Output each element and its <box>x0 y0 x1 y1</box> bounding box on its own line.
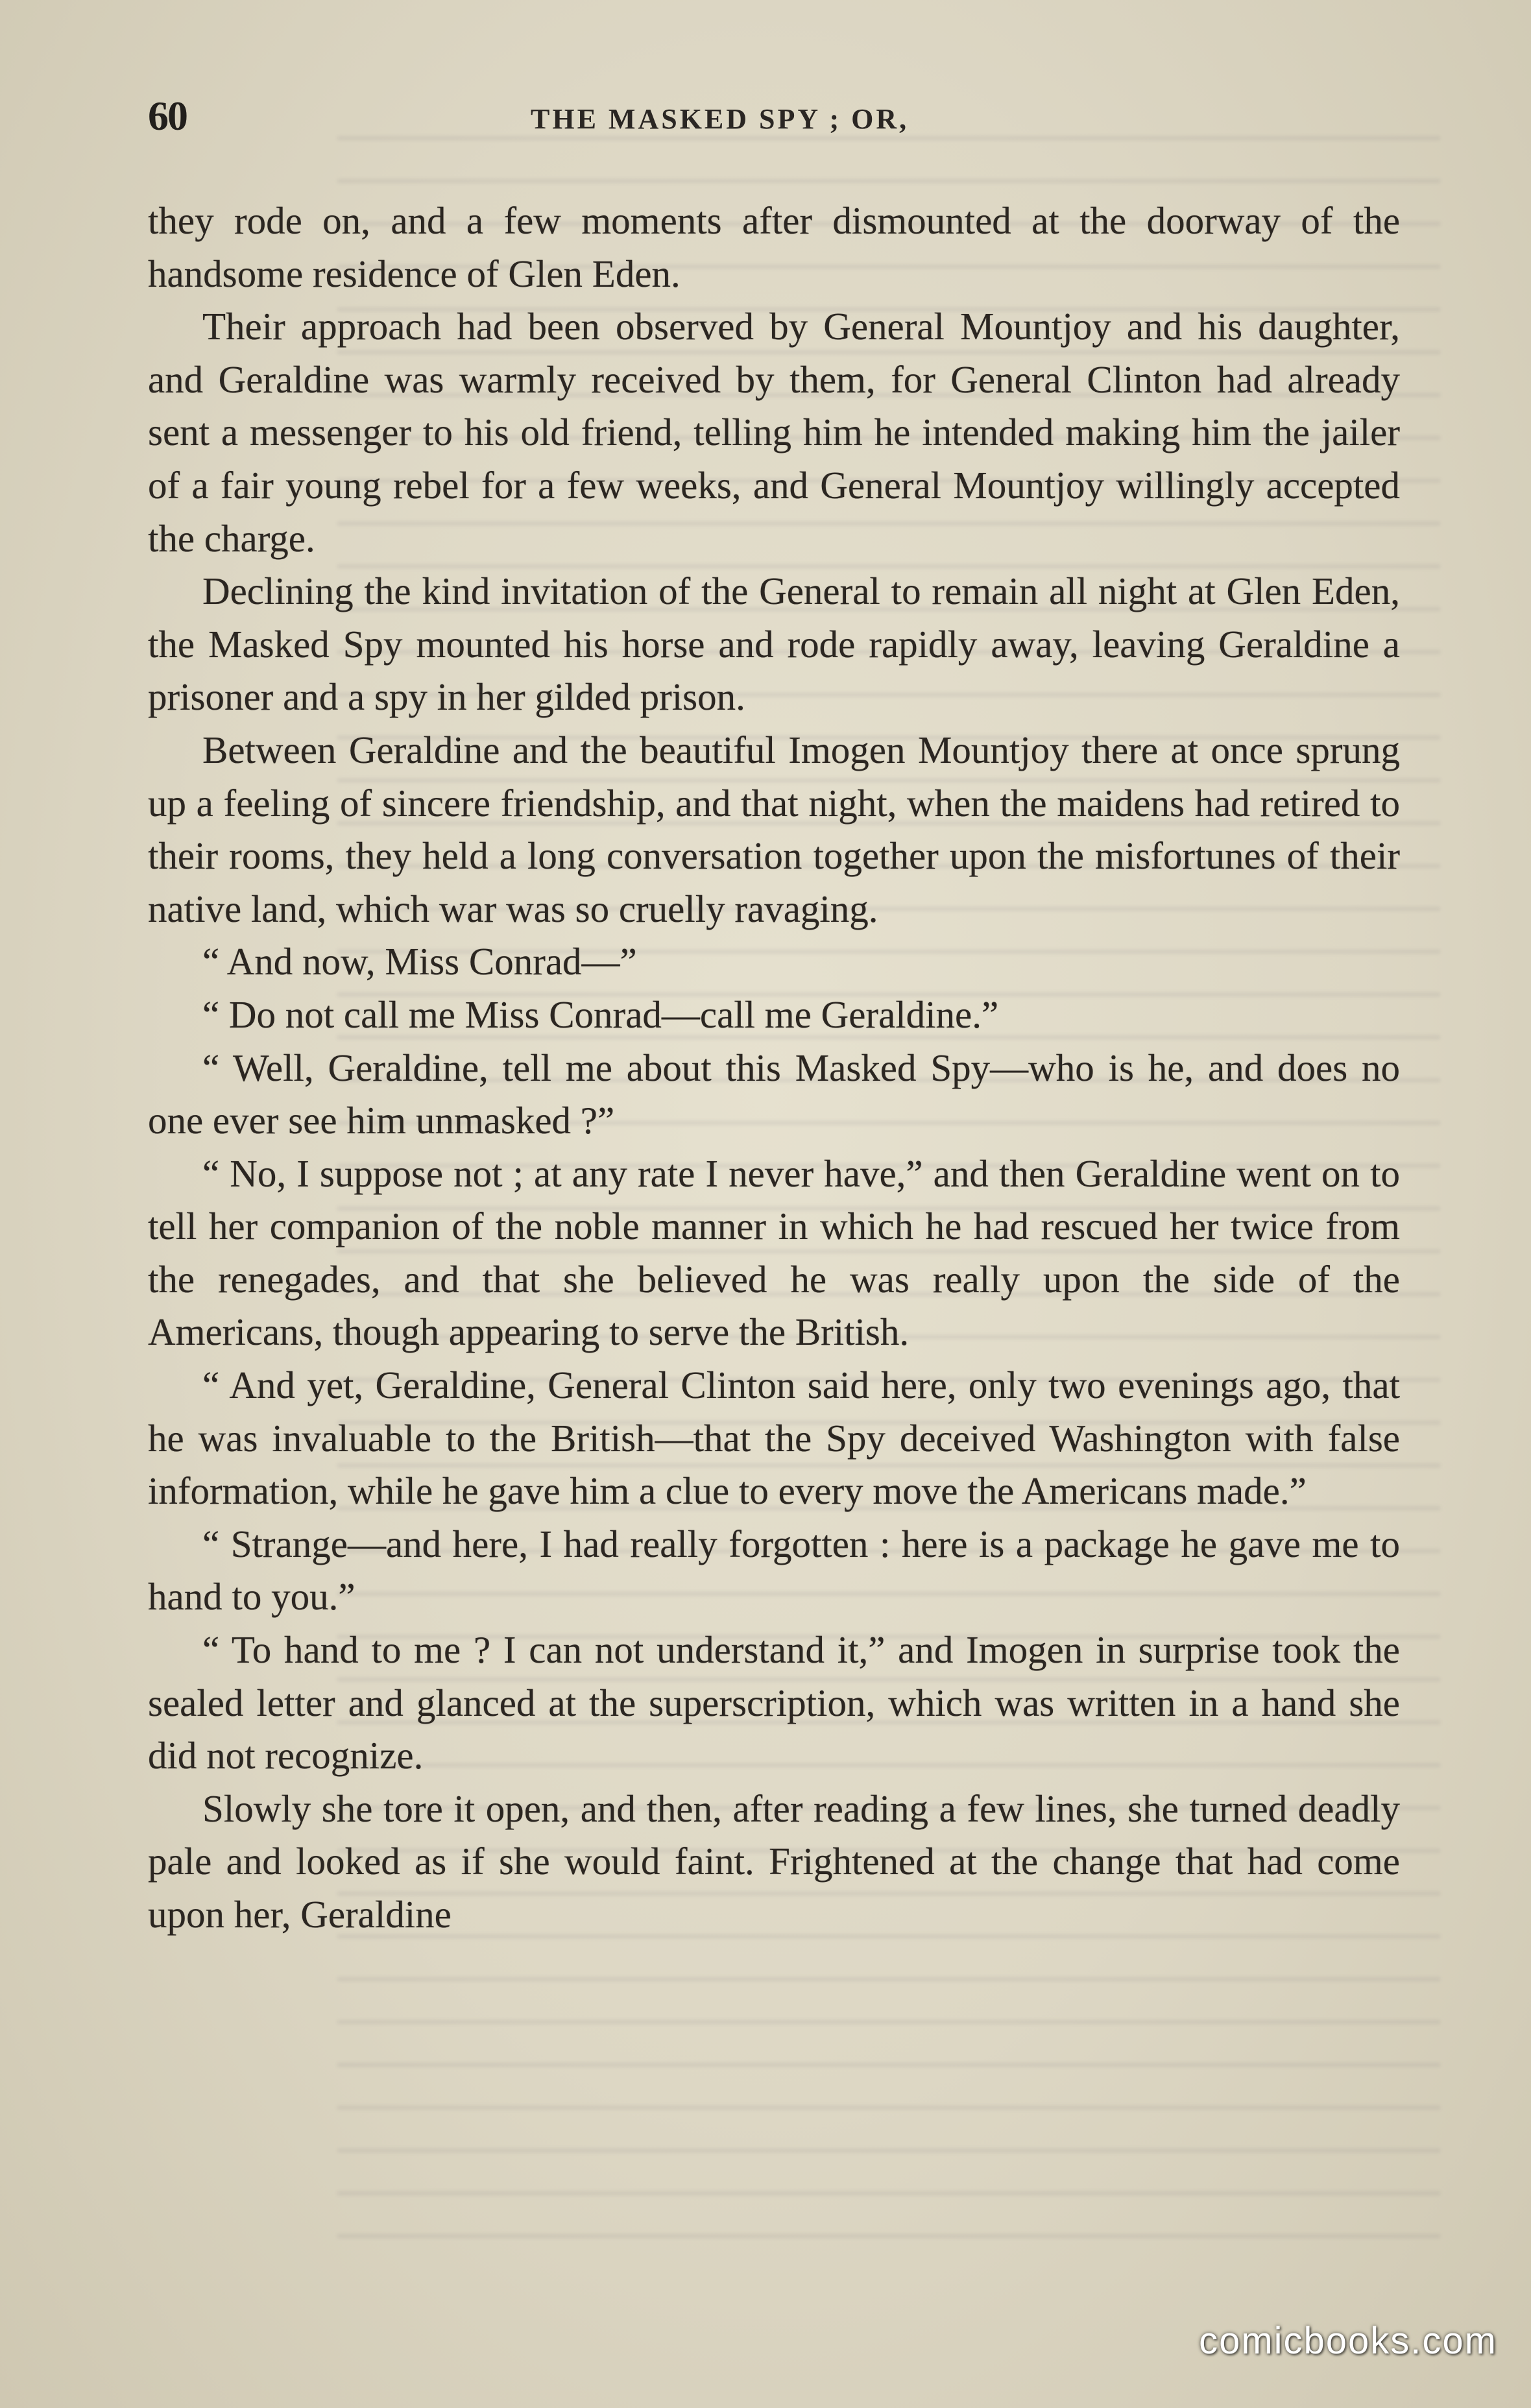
page-number: 60 <box>148 93 187 139</box>
running-head: THE MASKED SPY ; OR, <box>531 103 910 135</box>
paragraph: “ Do not call me Miss Conrad—call me Geraldine.” <box>202 993 999 1036</box>
paragraph: Their approach had been observed by General Mountjoy and his daughter, and Geraldine was warmly received by them, for General Clinton had already sent a messenger to his old friend, telling him he intended making him the jailer of a fair young rebel for a few weeks, and General Mountjoy willingly accepted the charge. <box>148 305 1400 560</box>
paragraph: “ And now, Miss Conrad—” <box>202 940 637 983</box>
paragraph: Between Geraldine and the beautiful Imogen Mountjoy there at once sprung up a feeling of sincere friendship, and that night, when the maidens had retired to their rooms, they held a long conversation together upon the misfortunes of their native land, which war was so cruelly ravaging. <box>148 728 1400 930</box>
body-text <box>148 195 1400 1942</box>
paragraph: “ To hand to me ? I can not understand it,” and Imogen in surprise took the sealed letter and glanced at the superscription, which was written in a hand she did not recognize. <box>148 1628 1400 1777</box>
paragraph: “ And yet, Geraldine, General Clinton said here, only two evenings ago, that he was invaluable to the British—that the Spy deceived Washington with false information, while he gave him a clue to every move the Americans made.” <box>148 1364 1400 1513</box>
paragraph: Slowly she tore it open, and then, after reading a few lines, she turned deadly pale and looked as if she would faint. Frightened at the change that had come upon her, Geraldine <box>148 1787 1400 1936</box>
paragraph: “ Strange—and here, I had really forgotten : here is a package he gave me to hand to you.” <box>148 1522 1400 1619</box>
paragraph: “ No, I suppose not ; at any rate I never have,” and then Geraldine went on to tell her companion of the noble manner in which he had rescued her twice from the renegades, and that she believed he was really upon the side of the Americans, though appearing to serve the British. <box>148 1151 1400 1354</box>
paragraph: “ Well, Geraldine, tell me about this Masked Spy—who is he, and does no one ever see him unmasked ?” <box>148 1046 1400 1142</box>
paragraph: they rode on, and a few moments after dismounted at the doorway of the handsome residence of Glen Eden. <box>148 199 1400 295</box>
page-header <box>148 92 1413 150</box>
paragraph: Declining the kind invitation of the General to remain all night at Glen Eden, the Masked Spy mounted his horse and rode rapidly away, leaving Geraldine a prisoner and a spy in her gilded prison. <box>148 570 1400 719</box>
watermark: comicbooks.com <box>1199 2320 1497 2362</box>
